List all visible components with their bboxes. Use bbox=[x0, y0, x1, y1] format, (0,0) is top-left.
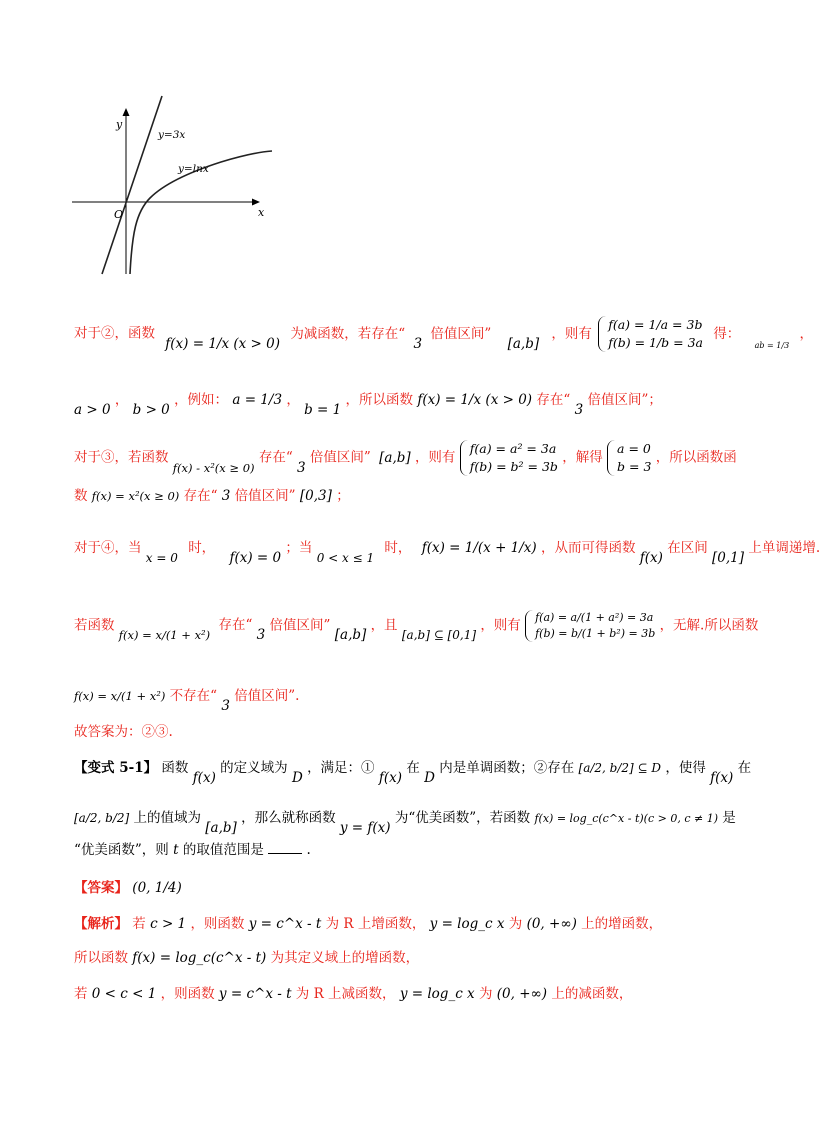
formula: [a,b] bbox=[205, 820, 237, 836]
function-graph bbox=[66, 94, 286, 278]
text: 的取值范围是 bbox=[182, 842, 264, 858]
text: 得： bbox=[713, 325, 741, 342]
formula: 3 bbox=[221, 488, 231, 504]
text: 倍值区间” bbox=[309, 449, 371, 466]
text: 若 bbox=[132, 916, 146, 932]
text: 对于②，函数 bbox=[74, 325, 155, 342]
formula: f(x) = 1/(x + 1/x) bbox=[421, 540, 537, 556]
text: . bbox=[306, 842, 311, 858]
text: 对于③，若函数 bbox=[74, 449, 169, 466]
text: 上的值域为 bbox=[133, 810, 201, 826]
text: 上的增函数， bbox=[581, 916, 663, 932]
text-line-2 bbox=[74, 388, 662, 418]
formula: t bbox=[173, 842, 179, 858]
formula: y = c^x - t bbox=[248, 916, 322, 932]
text: 存在“ bbox=[218, 617, 253, 634]
formula: [a,b] bbox=[507, 335, 540, 352]
text: 上单调递增. bbox=[748, 540, 820, 556]
x-axis-arrow bbox=[252, 199, 260, 206]
formula: [a/2, b/2] ⊆ D bbox=[578, 761, 662, 775]
formula: D bbox=[291, 770, 303, 786]
formula: f(x) bbox=[378, 770, 403, 786]
formula: f(x) = x²(x ≥ 0) bbox=[91, 489, 180, 503]
text: ； bbox=[336, 488, 350, 504]
formula: f(x) = x/(1 + x²) bbox=[74, 689, 166, 703]
answer-value: (0, 1/4) bbox=[132, 880, 182, 896]
equation: f(b) = b/(1 + b²) = 3b bbox=[535, 626, 656, 640]
text: 是 bbox=[722, 810, 736, 826]
text: ， bbox=[799, 325, 813, 342]
text-line-6 bbox=[74, 610, 758, 642]
equation: f(b) = 1/b = 3a bbox=[608, 335, 704, 351]
origin-label: O bbox=[114, 208, 124, 221]
text: 数 bbox=[74, 488, 88, 504]
formula: [a,b] ⊆ [0,1] bbox=[401, 628, 477, 643]
equation: a = 0 bbox=[617, 441, 651, 456]
text: 不存在“ bbox=[169, 688, 218, 704]
formula: (0, +∞) bbox=[526, 916, 577, 932]
text: 所以函数 bbox=[74, 950, 128, 966]
text: 在 bbox=[406, 760, 420, 776]
text: 若 bbox=[74, 986, 88, 1002]
formula: y = f(x) bbox=[339, 820, 391, 836]
formula: f(x) bbox=[710, 770, 734, 786]
text: “优美函数”，则 bbox=[74, 842, 169, 858]
text: 存在“ bbox=[258, 449, 293, 466]
equation: f(b) = b² = 3b bbox=[469, 459, 558, 475]
solution-line-2 bbox=[74, 946, 419, 966]
text: 在 bbox=[737, 760, 752, 776]
formula: a > 0 bbox=[74, 402, 111, 418]
text: 存在“ bbox=[183, 488, 218, 504]
equation: f(a) = a/(1 + a²) = 3a bbox=[535, 611, 654, 624]
y-axis-label: y bbox=[116, 118, 123, 131]
formula: f(x) = log_c(c^x - t) bbox=[132, 950, 267, 966]
formula: (0, +∞) bbox=[496, 986, 548, 1002]
text-line-4 bbox=[74, 484, 350, 504]
formula: [a/2, b/2] bbox=[74, 811, 130, 825]
text: 时， bbox=[188, 540, 216, 556]
text: 存在“ bbox=[536, 392, 571, 408]
text: 对于④，当 bbox=[74, 540, 142, 556]
variant-line-1 bbox=[74, 756, 752, 786]
text: ，则函数 bbox=[160, 986, 215, 1002]
text: ，那么就称函数 bbox=[241, 810, 336, 826]
solution-label: 【解析】 bbox=[74, 916, 128, 932]
formula: [a,b] bbox=[334, 627, 367, 644]
formula: y = c^x - t bbox=[218, 986, 292, 1002]
text: 倍值区间” bbox=[430, 325, 492, 342]
formula: 0 < c < 1 bbox=[91, 986, 157, 1002]
text: ，则有 bbox=[551, 325, 592, 342]
text: 为 bbox=[478, 986, 493, 1002]
formula: f(x) = x/(1 + x²) bbox=[118, 628, 211, 643]
formula: f(x) = log_c(c^x - t)(c > 0, c ≠ 1) bbox=[534, 812, 718, 825]
solution-line-1 bbox=[74, 912, 662, 932]
answer-label: 【答案】 bbox=[74, 880, 128, 896]
formula: D bbox=[424, 770, 435, 786]
formula: f(x) = 1/x (x > 0) bbox=[165, 335, 281, 352]
text: 上的减函数， bbox=[551, 986, 633, 1002]
formula: [a,b] bbox=[379, 449, 411, 466]
text-line-3 bbox=[74, 440, 737, 476]
variant-line-2 bbox=[74, 806, 736, 836]
solution-line-3 bbox=[74, 982, 632, 1002]
formula: f(x) - x²(x ≥ 0) bbox=[172, 460, 255, 475]
text: ，所以函数函 bbox=[655, 449, 737, 466]
text: 为“优美函数”，若函数 bbox=[394, 810, 531, 826]
text: ；当 bbox=[285, 540, 313, 556]
y-axis-arrow bbox=[123, 108, 130, 116]
formula: f(x) bbox=[192, 770, 216, 786]
text: 倍值区间”； bbox=[587, 392, 662, 408]
equation-system bbox=[525, 610, 655, 642]
line-label: y=3x bbox=[158, 129, 186, 141]
text: 为 R 上增函数， bbox=[325, 916, 426, 932]
formula: 3 bbox=[221, 698, 230, 714]
equation: f(a) = a² = 3a bbox=[469, 441, 557, 456]
formula: 0 < x ≤ 1 bbox=[316, 551, 375, 565]
text: 的定义域为 bbox=[220, 760, 288, 776]
text: ，从而可得函数 bbox=[540, 540, 636, 556]
text: ，则函数 bbox=[190, 916, 245, 932]
formula: [0,1] bbox=[712, 550, 745, 566]
formula: [0,3] bbox=[299, 488, 332, 504]
formula: x = 0 bbox=[145, 551, 178, 565]
equation: f(a) = 1/a = 3b bbox=[608, 317, 703, 332]
formula: f(x) = 0 bbox=[229, 550, 282, 566]
equation-system bbox=[598, 316, 703, 352]
text: ， bbox=[286, 392, 300, 408]
formula: c > 1 bbox=[150, 916, 187, 932]
text: ，解得 bbox=[562, 449, 603, 466]
text: ，使得 bbox=[665, 760, 706, 776]
text: ，所以函数 bbox=[345, 392, 414, 408]
text-line-7 bbox=[74, 684, 300, 714]
curve-label: y=lnx bbox=[178, 163, 209, 175]
text: 为 bbox=[508, 916, 523, 932]
x-axis-label: x bbox=[258, 206, 265, 219]
text: 故答案为：②③. bbox=[74, 724, 173, 740]
formula: 3 bbox=[297, 459, 306, 476]
variant-line-3 bbox=[74, 838, 311, 858]
text: ，则有 bbox=[414, 449, 456, 466]
formula: b = 1 bbox=[304, 402, 342, 418]
formula: f(x) bbox=[639, 550, 663, 566]
text: 若函数 bbox=[74, 617, 115, 634]
variant-heading: 【变式 5-1】 bbox=[74, 760, 158, 776]
text: 倍值区间”. bbox=[234, 688, 300, 704]
text: 为减函数，若存在“ bbox=[290, 325, 406, 342]
text: 时， bbox=[384, 540, 412, 556]
text: ，满足：① bbox=[307, 760, 375, 776]
text: ，无解.所以函数 bbox=[659, 617, 759, 634]
formula: y = log_c x bbox=[429, 916, 505, 932]
text: ， bbox=[114, 392, 129, 408]
formula: y = log_c x bbox=[399, 986, 475, 1002]
solution-system bbox=[607, 440, 651, 476]
text: ，例如： bbox=[174, 392, 229, 408]
text: 倍值区间” bbox=[269, 617, 331, 634]
answer-blank bbox=[268, 853, 302, 854]
formula: b > 0 bbox=[132, 402, 170, 418]
text: 为 R 上减函数， bbox=[295, 986, 396, 1002]
text: 内是单调函数；②存在 bbox=[439, 760, 575, 776]
text-line-1 bbox=[74, 316, 813, 352]
formula: 3 bbox=[256, 627, 266, 644]
equation: b = 3 bbox=[617, 459, 652, 475]
text: 倍值区间” bbox=[234, 488, 296, 504]
answer-line bbox=[74, 876, 182, 896]
text: 为其定义域上的增函数， bbox=[270, 950, 420, 966]
answer-summary bbox=[74, 720, 173, 740]
text: 函数 bbox=[161, 760, 189, 776]
text: 在区间 bbox=[667, 540, 708, 556]
text: ，且 bbox=[370, 617, 398, 634]
formula: f(x) = 1/x (x > 0) bbox=[417, 392, 533, 408]
text: ，则有 bbox=[480, 617, 521, 634]
formula: 3 bbox=[413, 335, 423, 352]
equation-system bbox=[460, 440, 558, 476]
formula: ab = 1/3 bbox=[754, 340, 790, 350]
text-line-5 bbox=[74, 536, 820, 566]
formula: a = 1/3 bbox=[232, 392, 283, 408]
formula: 3 bbox=[574, 402, 584, 418]
